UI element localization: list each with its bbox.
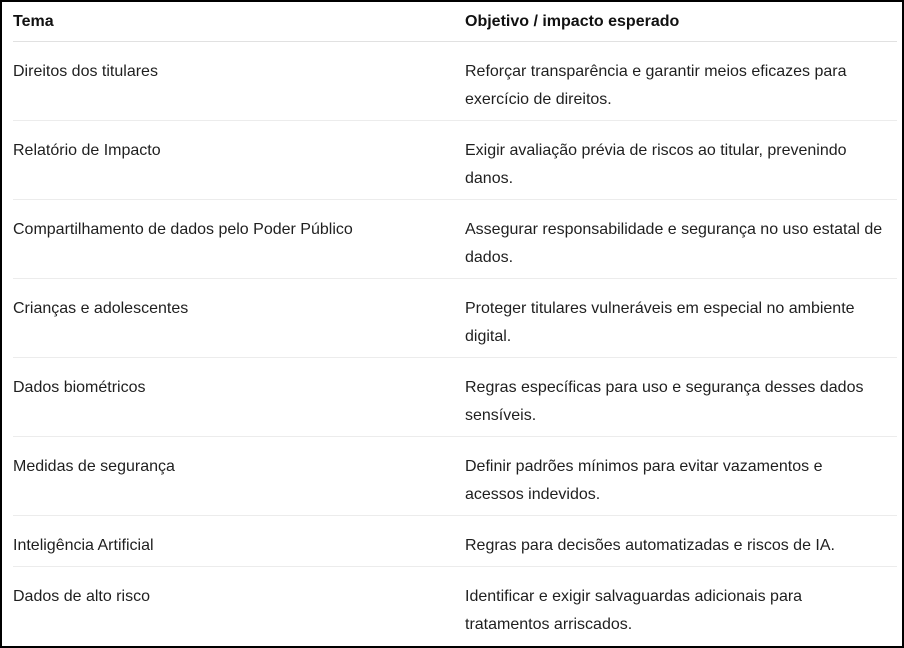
header-objetivo: Objetivo / impacto esperado — [465, 13, 680, 30]
tema-cell: Dados de alto risco — [13, 588, 150, 605]
table-row — [13, 437, 897, 516]
table-header — [13, 2, 897, 42]
objetivo-cell: Proteger titulares vulneráveis em especial no ambiente digital. — [465, 300, 855, 345]
objetivo-cell: Reforçar transparência e garantir meios eficazes para exercício de direitos. — [465, 63, 847, 108]
objetivo-cell: Assegurar responsabilidade e segurança no uso estatal de dados. — [465, 221, 883, 266]
tema-cell: Inteligência Artificial — [13, 537, 154, 554]
table-row — [13, 567, 897, 646]
tema-cell: Medidas de segurança — [13, 458, 175, 475]
tema-cell: Relatório de Impacto — [13, 142, 161, 159]
objetivo-cell: Regras para decisões automatizadas e riscos de IA. — [465, 537, 835, 554]
table-row — [13, 121, 897, 200]
table-row — [13, 358, 897, 437]
tema-cell: Compartilhamento de dados pelo Poder Público — [13, 221, 353, 238]
objetivo-cell: Identificar e exigir salvaguardas adicionais para tratamentos arriscados. — [465, 588, 803, 633]
objetivo-cell: Definir padrões mínimos para evitar vazamentos e acessos indevidos. — [465, 458, 823, 503]
tema-cell: Crianças e adolescentes — [13, 300, 189, 317]
table-row — [13, 516, 897, 567]
tema-cell: Direitos dos titulares — [13, 63, 158, 80]
topics-table — [13, 2, 897, 646]
objetivo-cell: Exigir avaliação prévia de riscos ao titular, prevenindo danos. — [465, 142, 847, 187]
tema-cell: Dados biométricos — [13, 379, 146, 396]
table-row — [13, 200, 897, 279]
table-row — [13, 279, 897, 358]
objetivo-cell: Regras específicas para uso e segurança desses dados sensíveis. — [465, 379, 864, 424]
header-tema: Tema — [13, 13, 54, 30]
table-row — [13, 42, 897, 121]
